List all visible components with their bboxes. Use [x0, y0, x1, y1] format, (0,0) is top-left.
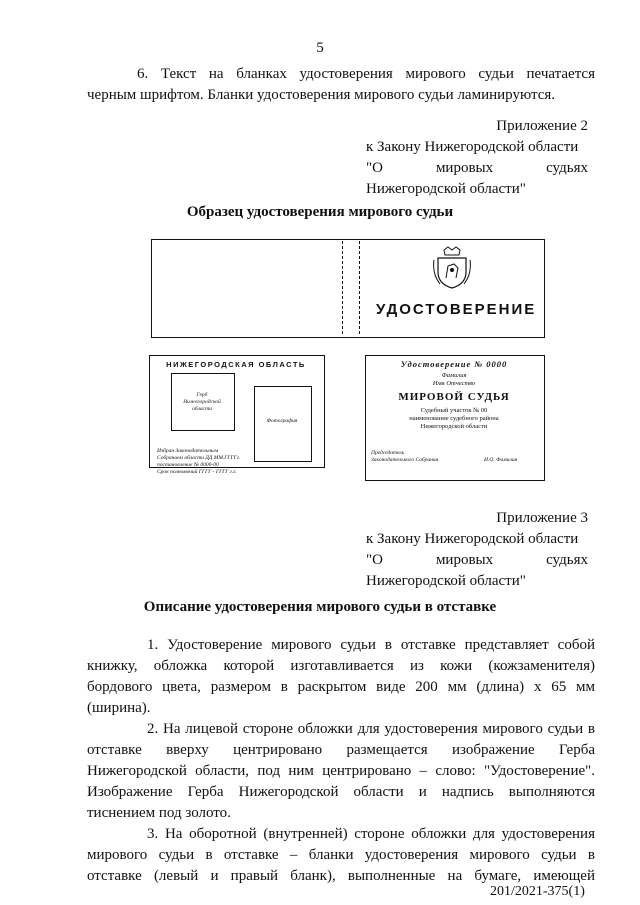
- item-6-line: черным шрифтом. Бланки удостоверения мирового судьи ламинируются.: [87, 87, 556, 103]
- signer-line: Законодательного Собрания: [371, 457, 439, 463]
- signer-title: [371, 450, 438, 464]
- district-line: Нижегородской области: [420, 423, 488, 430]
- para-line: 1. Удостоверение мирового судьи в отставке представляет собой: [147, 637, 595, 653]
- appendix-2-block: [366, 116, 588, 200]
- paragraph-3: [87, 824, 595, 887]
- district-info: [365, 407, 543, 431]
- surname: Фамилия: [441, 372, 467, 379]
- coat-placeholder-label: [171, 392, 233, 413]
- election-note: [157, 448, 240, 476]
- note-line: Собранием области ДД.ММ.ГГГГг.: [157, 455, 241, 461]
- signer-name: И.О. Фамилия: [484, 457, 518, 463]
- document-code: 201/2021-375(1): [490, 884, 585, 899]
- appendix-2-title: Приложение 2: [496, 118, 588, 134]
- cover-word: УДОСТОВЕРЕНИЕ: [376, 301, 537, 318]
- fold-line: [359, 241, 360, 334]
- coat-label: области: [192, 406, 212, 412]
- para-line: 2. На лицевой стороне обложки для удостоверения мирового судьи в: [147, 721, 595, 737]
- district-line: наименование судебного района: [409, 415, 499, 422]
- coat-label: Герб: [196, 392, 208, 398]
- note-line: Срок полномочий ГГГГ - ГГГГ г.г.: [157, 469, 237, 475]
- left-blank-region: НИЖЕГОРОДСКАЯ ОБЛАСТЬ: [166, 360, 306, 369]
- fold-line: [342, 241, 343, 334]
- appendix-3-block: [366, 508, 588, 592]
- para-line: 3. На оборотной (внутренней) стороне обложки для удостоверения: [147, 826, 595, 842]
- para-line: бордового цвета, размером в раскрытом виде 200 мм (длина) х 65 мм: [87, 679, 595, 695]
- coat-of-arms-icon: [432, 246, 472, 290]
- given-name: Имя Отчество: [432, 380, 476, 387]
- appendix-3-word: "О: [366, 552, 383, 568]
- appendix-2-word: "О: [366, 160, 383, 176]
- role-title: МИРОВОЙ СУДЬЯ: [398, 391, 510, 403]
- holder-name: [365, 372, 543, 388]
- appendix-3-law: к Закону Нижегородской области: [366, 531, 579, 547]
- para-line: отставке (левый и правый бланк), выполненные на бумаге, имеющей: [87, 868, 595, 884]
- para-line: отставке вверху центрировано размещается изображение Герба: [87, 742, 595, 758]
- appendix-3-title: Приложение 3: [496, 510, 588, 526]
- para-line: Нижегородской области, под ним центрировано – слово: "Удостоверение".: [87, 763, 595, 779]
- appendix-3-word: судьях: [546, 552, 588, 568]
- appendix-2-law: к Закону Нижегородской области: [366, 139, 579, 155]
- para-line: Изображение Герба Нижегородской области и надпись выполняются: [87, 784, 595, 800]
- item-6-line: 6. Текст на бланках удостоверения мирового судьи печатается: [137, 66, 595, 82]
- appendix-3-law-end: Нижегородской области": [366, 573, 526, 589]
- photo-label: Фотография: [266, 418, 298, 424]
- note-line: постановление № 0000-00: [157, 462, 219, 468]
- paragraph-1: [87, 635, 595, 719]
- district-line: Судебный участок № 00: [420, 407, 488, 414]
- appendix-2-law-end: Нижегородской области": [366, 181, 526, 197]
- paragraph-2: [87, 719, 595, 824]
- appendix-2-word: мировых: [435, 160, 494, 176]
- signer-line: Председатель: [371, 450, 405, 456]
- para-line: тиснением под золото.: [87, 805, 231, 821]
- cert-number: Удостоверение № 0000: [400, 359, 508, 369]
- coat-label: Нижегородской: [183, 399, 221, 405]
- page-number: 5: [316, 40, 324, 56]
- appendix-2-law-title: [366, 158, 588, 179]
- para-line: мирового судьи в отставке – бланки удостоверения мирового судьи в: [87, 847, 595, 863]
- retired-title: Описание удостоверения мирового судьи в отставке: [143, 599, 497, 615]
- para-line: книжку, обложка которой изготавливается из кожи (кожзаменителя): [87, 658, 595, 674]
- sample-title: Образец удостоверения мирового судьи: [186, 204, 454, 220]
- item-6-paragraph: [87, 64, 595, 106]
- note-line: Избран Законодательным: [157, 448, 219, 454]
- certificate-cover: [151, 239, 545, 338]
- appendix-3-law-title: [366, 550, 588, 571]
- appendix-3-word: мировых: [435, 552, 494, 568]
- para-line: (ширина).: [87, 700, 151, 716]
- appendix-2-word: судьях: [546, 160, 588, 176]
